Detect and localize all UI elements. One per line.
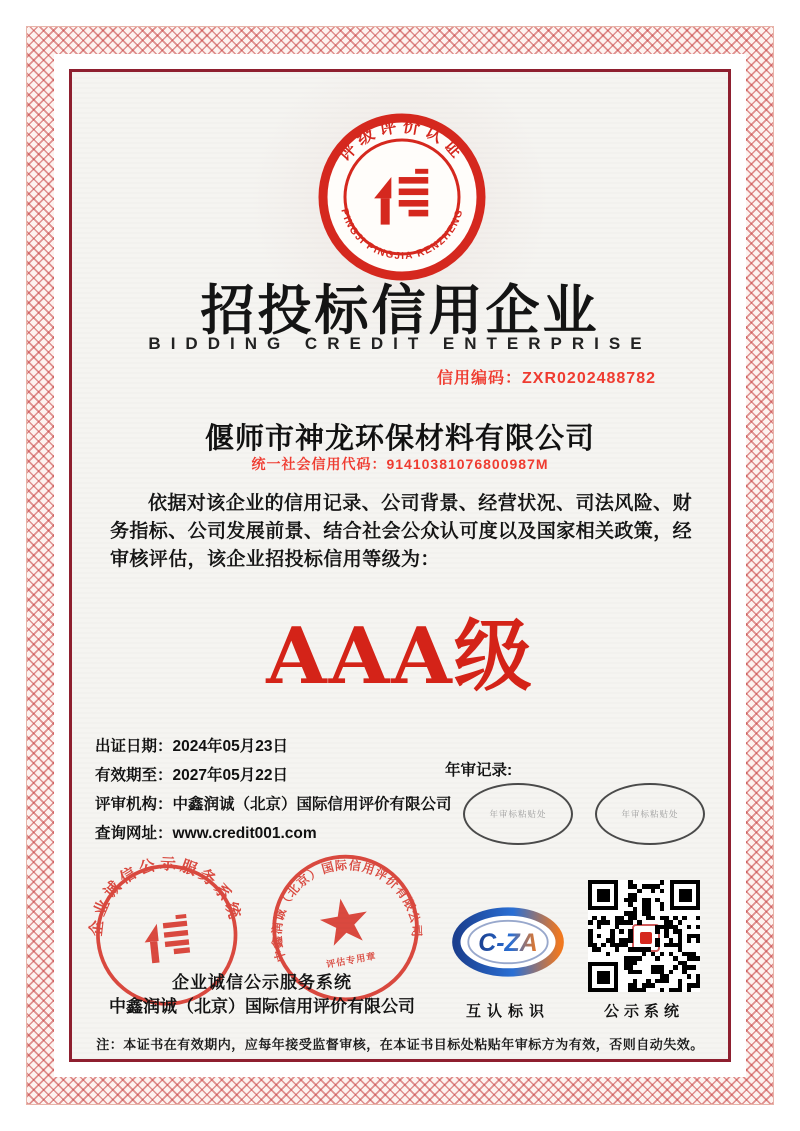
uscc-value: 91410381076800987M — [386, 456, 549, 472]
qr-code — [588, 880, 700, 992]
left-stamp-xin-icon — [142, 914, 191, 964]
cza-logo-text: C-ZA — [478, 929, 538, 958]
credit-code-line — [437, 365, 656, 388]
issue-date-value: 2024年05月23日 — [172, 738, 288, 755]
review-agency-row — [95, 790, 455, 819]
valid-until-row — [95, 761, 455, 790]
review-agency-value: 中鑫润诚（北京）国际信用评价有限公司 — [172, 796, 452, 813]
left-stamp-arc-text: 企业诚信公示服务系统 — [88, 855, 244, 938]
company-name: 偃师市神龙环保材料有限公司 — [204, 423, 595, 455]
annual-review-slot-1 — [463, 783, 573, 845]
review-agency-label: 评审机构： — [95, 796, 173, 813]
annual-review-slot-1-text: 年审标粘贴处 — [489, 809, 547, 819]
credit-grade: AAA级 — [266, 611, 534, 702]
footer-agency-name: 中鑫润诚（北京）国际信用评价有限公司 — [109, 997, 415, 1016]
qr-finder-icon — [588, 880, 618, 910]
credit-code-value: ZXR0202488782 — [522, 370, 656, 387]
qr-finder-icon — [588, 962, 618, 992]
certificate-content — [69, 69, 731, 1062]
uscc-line — [72, 454, 728, 474]
mutual-recognition-label: 互认标识 — [465, 1003, 550, 1020]
seal-emblem-icon — [317, 112, 487, 282]
footer-system-name: 企业诚信公示服务系统 — [172, 973, 352, 992]
annual-review-slot-2 — [595, 783, 705, 845]
qr-label: 公示系统 — [603, 1003, 684, 1020]
issue-date-label: 出证日期： — [95, 738, 173, 755]
valid-until-value: 2027年05月22日 — [172, 767, 288, 784]
right-stamp-arc-text: 中鑫润诚（北京）国际信用评价有限公司 — [269, 858, 424, 964]
svg-text:企业诚信公示服务系统 — [80, 848, 246, 939]
query-url-label: 查询网址： — [95, 825, 173, 842]
seal-arc-top-text: 评级评价认证 — [334, 116, 470, 165]
footer-note: 注：本证书在有效期内，应每年接受监督审核，在本证书目标处粘贴年审标方为有效，否则自动失效。 — [96, 1037, 704, 1052]
certificate-title: 招投标信用企业 — [200, 281, 600, 341]
certificate-details — [95, 732, 455, 848]
star-icon — [317, 894, 372, 947]
qr-finder-icon — [670, 880, 700, 910]
mutual-recognition-logo — [448, 904, 568, 985]
evaluation-statement: 依据对该企业的信用记录、公司背景、经营状况、司法风险、财务指标、公司发展前景、结合社会公众认可度以及国家相关政策，经审核评估，该企业招投标信用等级为： — [110, 493, 693, 570]
valid-until-label: 有效期至： — [95, 767, 173, 784]
query-url-value: www.credit001.com — [172, 825, 317, 842]
right-stamp-sub-text: 评估专用章 — [325, 950, 378, 970]
issue-date-row — [95, 732, 455, 761]
certificate-subtitle-en: BIDDING CREDIT ENTERPRISE — [148, 334, 652, 353]
credit-code-label: 信用编码： — [437, 370, 523, 387]
uscc-label: 统一社会信用代码： — [251, 456, 387, 472]
seal-arc-bottom-text: PINGJI PINGJIA RENZHENG — [338, 207, 466, 263]
annual-review-slot-2-text: 年审标粘贴处 — [621, 809, 679, 819]
annual-review-label: 年审记录: — [445, 762, 513, 779]
cza-logo-icon — [448, 904, 568, 980]
certification-seal — [317, 112, 487, 282]
